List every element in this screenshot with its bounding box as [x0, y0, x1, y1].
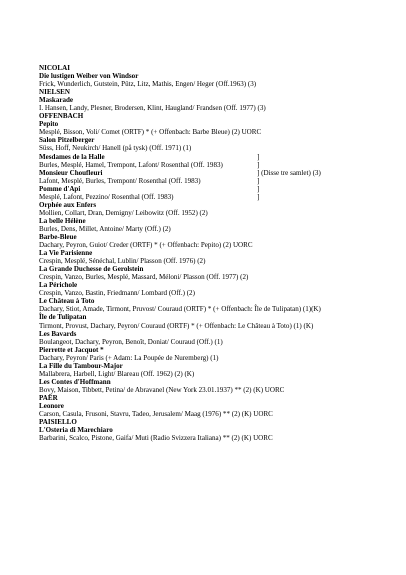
- entry-text: Mesplé, Lafont, Pezzino/ Rosenthal (Off. 1983): [39, 192, 174, 201]
- work-title: Le Château à Toto: [39, 297, 95, 306]
- recording-entry: Crespin, Vanzo, Bastin, Friedmann/ Lombard (Off.) (2): [39, 289, 195, 298]
- bracket-note: ]: [257, 176, 260, 185]
- recording-entry: Crespin, Vanzo, Burles, Mesplé, Massard, Méloni/ Plasson (Off. 1977) (2): [39, 273, 249, 282]
- recording-entry: Boulangeot, Dachary, Peyron, Benoît, Doniat/ Couraud (Off.) (1): [39, 337, 223, 346]
- recording-entry: Dachary, Peyron/ Paris (+ Adam: La Poupée de Nuremberg) (1): [39, 353, 219, 362]
- recording-entry: I. Hansen, Landy, Plesner, Brodersen, Klint, Haugland/ Frandsen (Off. 1977) (3): [39, 104, 266, 113]
- work-title: Les Bavards: [39, 329, 77, 338]
- recording-entry: Mesplé, Bisson, Voli/ Comet (ORTF) * (+ Offenbach: Barbe Bleue) (2) UORC: [39, 128, 262, 137]
- work-title: Les Contes d'Hoffmann: [39, 377, 111, 386]
- recording-entry: Frick, Wunderlich, Gutstein, Pütz, Litz, Mathis, Engen/ Heger (Off.1963) (3): [39, 80, 257, 89]
- work-title: Die lustigen Weiber von Windsor: [39, 72, 139, 81]
- entry-text: Monsieur Choufleuri: [39, 168, 103, 177]
- recording-entry: Carson, Casula, Frusoni, Stavru, Tadeo, Jerusalem/ Maag (1976) ** (2) (K) UORC: [39, 410, 273, 419]
- work-title: [39, 153, 395, 161]
- recording-entry: [39, 193, 395, 201]
- work-title: La Vie Parisienne: [39, 249, 93, 258]
- work-title: Maskarade: [39, 96, 74, 105]
- bracket-note: ]: [257, 160, 260, 169]
- work-title: Salon Pitzelberger: [39, 136, 95, 145]
- recording-entry: [39, 161, 395, 169]
- bracket-note: ]: [257, 192, 260, 201]
- opera-discography-list: [39, 64, 395, 442]
- recording-entry: Barbarini, Scalco, Pistone, Gaifa/ Muti (Radio Svizzera Italiana) ** (2) (K) UORC: [39, 434, 273, 443]
- bracket-note: ]: [257, 184, 260, 193]
- work-title: Île de Tulipatan: [39, 313, 87, 322]
- work-title: [39, 169, 395, 177]
- recording-entry: Crespin, Mesplé, Sénéchal, Lublin/ Plasson (Off. 1976) (2): [39, 257, 206, 266]
- entry-text: Burles, Mesplé, Hamel, Trempont, Lafont/ Rosenthal (Off. 1983): [39, 160, 223, 169]
- recording-entry: Mallabrera, Harbell, Light/ Blareau (Off. 1962) (2) (K): [39, 369, 195, 378]
- work-title: La Fille du Tambour-Major: [39, 361, 123, 370]
- bracket-note: ] (Disse tre samlet) (3): [257, 168, 321, 177]
- work-title: Orphée aux Enfers: [39, 200, 97, 209]
- entry-text: Pomme d'Api: [39, 184, 81, 193]
- recording-entry: Mollien, Collart, Dran, Demigny/ Leibowitz (Off. 1952) (2): [39, 208, 208, 217]
- recording-entry: Burles, Dens, Millet, Antoine/ Marty (Off.) (2): [39, 224, 171, 233]
- composer-heading: NICOLAI: [39, 64, 70, 72]
- recording-entry: [39, 177, 395, 185]
- recording-entry: Bovy, Maison, Tibbett, Petina/ de Abravanel (New York 23.01.1937) ** (2) (K) UORC: [39, 385, 285, 394]
- work-title: L'Osteria di Marechiaro: [39, 426, 113, 435]
- composer-heading: PAISIELLO: [39, 418, 77, 427]
- work-title: Barbe-Bleue: [39, 232, 77, 241]
- composer-heading: OFFENBACH: [39, 112, 84, 121]
- work-title: La Périchole: [39, 281, 78, 290]
- work-title: La Grande Duchesse de Gerolstein: [39, 265, 144, 274]
- work-title: Pepito: [39, 120, 59, 129]
- work-title: [39, 185, 395, 193]
- entry-text: Lafont, Mesplé, Burles, Trempont/ Rosenthal (Off. 1983): [39, 176, 201, 185]
- work-title: La belle Hélène: [39, 216, 86, 225]
- recording-entry: Tirmont, Provust, Dachary, Peyron/ Couraud (ORTF) * (+ Offenbach: Le Château à Toto) (1) (K): [39, 321, 314, 330]
- recording-entry: Dachary, Stiot, Amade, Tirmont, Pruvost/ Couraud (ORTF) * (+ Offenbach: Île de Tulipatan) (1)(K): [39, 305, 321, 314]
- recording-entry: Dachary, Peyron, Guiot/ Creder (ORTF) * (+ Offenbach: Pepito) (2) UORC: [39, 241, 253, 250]
- work-title: Leonore: [39, 401, 64, 410]
- work-title: Pierrette et Jacquot *: [39, 345, 104, 354]
- recording-entry: Süss, Hoff, Neukirch/ Hanell (på tysk) (Off. 1971) (1): [39, 144, 192, 153]
- bracket-note: ]: [257, 152, 260, 161]
- composer-heading: NIELSEN: [39, 88, 70, 97]
- composer-heading: PAËR: [39, 393, 58, 402]
- entry-text: Mesdames de la Halle: [39, 152, 105, 161]
